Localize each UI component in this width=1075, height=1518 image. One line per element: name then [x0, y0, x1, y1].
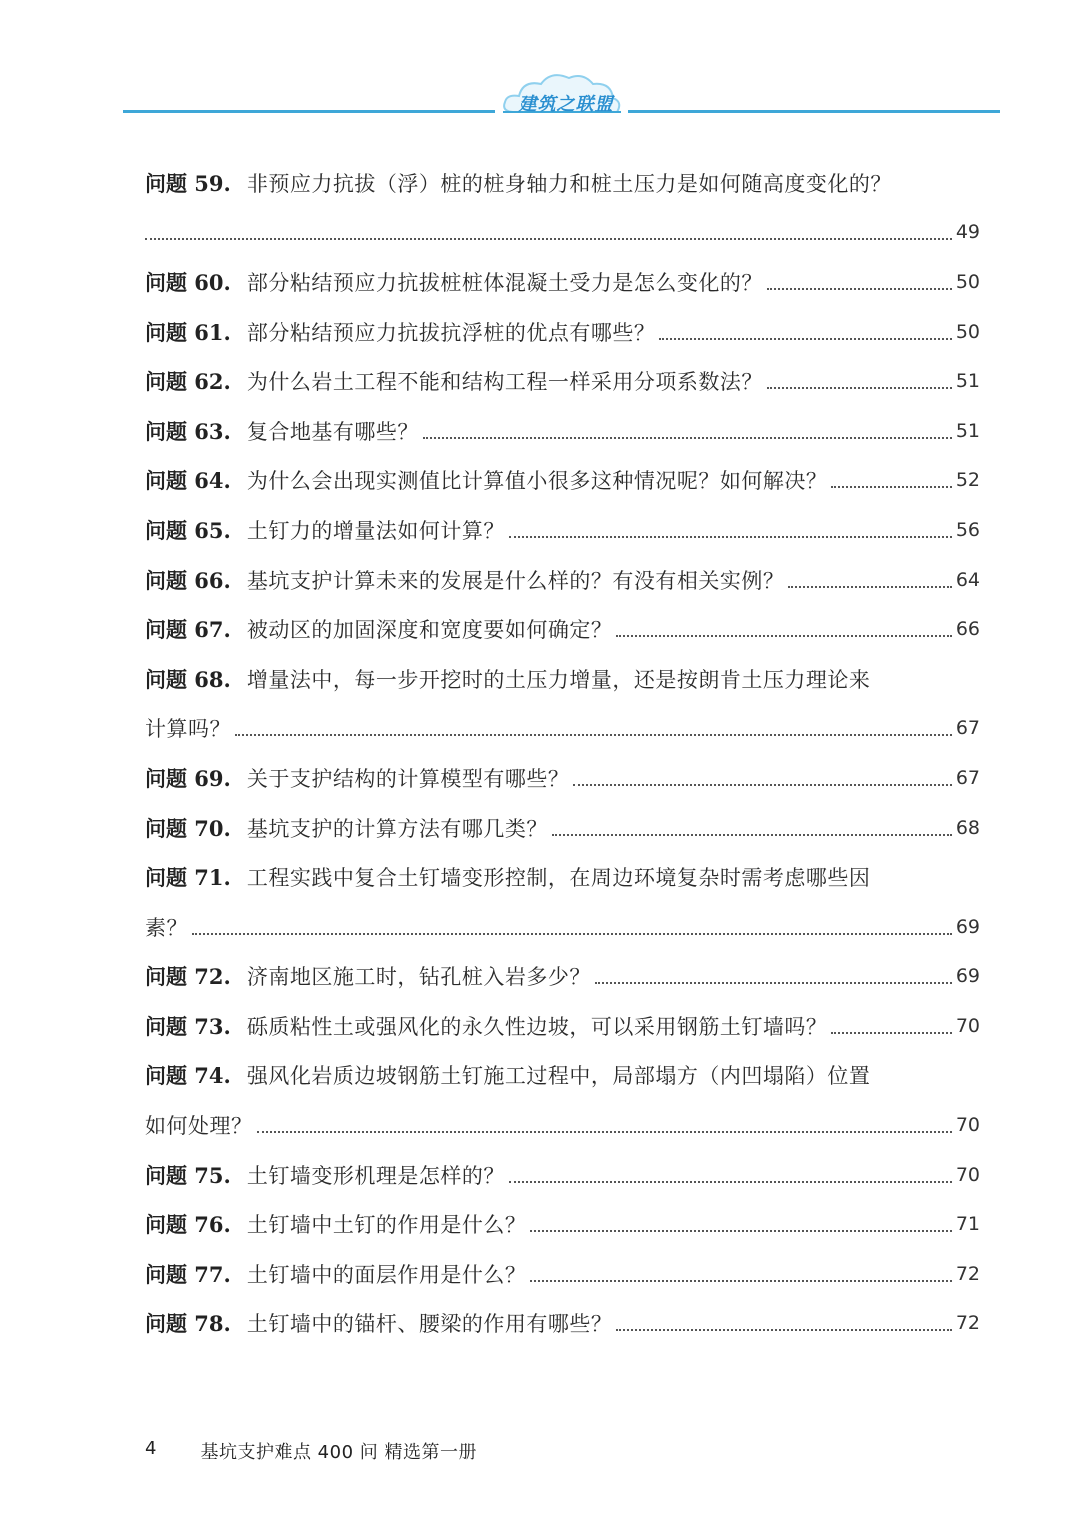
toc-dot-leader	[530, 1280, 951, 1282]
toc-entry-page: 50	[955, 270, 980, 293]
toc-entry-number: 问题 69.	[145, 765, 231, 791]
toc-dot-leader	[659, 338, 951, 340]
toc-entry-page: 67	[955, 717, 980, 740]
toc-entry-number: 问题 77.	[145, 1261, 231, 1287]
toc-entry-title-continued: 素？	[145, 915, 188, 940]
toc-entry-title: 土钉墙中的面层作用是什么？	[246, 1262, 527, 1287]
toc-entry-number: 问题 72.	[145, 964, 231, 990]
toc-entry-title: 非预应力抗拔（浮）桩的桩身轴力和桩土压力是如何随高度变化的？	[246, 171, 892, 196]
toc-entry-title: 部分粘结预应力抗拔桩桩体混凝土受力是怎么变化的？	[246, 270, 763, 295]
toc-entry-page: 49	[955, 221, 980, 244]
toc-entry-number: 问题 68.	[145, 666, 231, 692]
toc-entry-page: 72	[955, 1262, 980, 1285]
toc-entry-title: 部分粘结预应力抗拔抗浮桩的优点有哪些？	[246, 320, 656, 345]
logo-text: 建筑之联盟	[518, 94, 614, 115]
toc-dot-leader	[192, 933, 952, 935]
toc-entry[interactable]	[145, 158, 980, 208]
toc-dot-leader	[616, 635, 951, 637]
toc-entry[interactable]	[145, 505, 980, 555]
toc-entry-page: 70	[955, 1163, 980, 1186]
toc-entry-page: 64	[955, 568, 980, 591]
toc-entry[interactable]	[145, 307, 980, 357]
toc-dot-leader	[831, 486, 951, 488]
toc-entry-title: 土钉力的增量法如何计算？	[246, 518, 505, 543]
toc-entry-number: 问题 71.	[145, 865, 231, 891]
toc-dot-leader	[423, 437, 952, 439]
toc-entry-title: 关于支护结构的计算模型有哪些？	[246, 766, 570, 791]
toc-dot-leader	[552, 834, 952, 836]
toc-entry-number: 问题 70.	[145, 815, 231, 841]
toc-entry-page: 70	[955, 1114, 980, 1137]
toc-entry-page: 67	[955, 766, 980, 789]
toc-entry-page: 69	[955, 915, 980, 938]
toc-entry-number: 问题 61.	[145, 319, 231, 345]
toc-entry[interactable]	[145, 406, 980, 456]
toc-entry-number: 问题 78.	[145, 1311, 231, 1337]
toc-entry-page: 52	[955, 469, 980, 492]
page-number: 4	[145, 1438, 157, 1459]
toc-entry-page: 71	[955, 1213, 980, 1236]
toc-dot-leader	[530, 1230, 951, 1232]
toc-entry[interactable]	[145, 1051, 980, 1101]
toc-dot-leader	[831, 1032, 951, 1034]
toc-entry-number: 问题 65.	[145, 517, 231, 543]
toc-entry-title: 工程实践中复合土钉墙变形控制，在周边环境复杂时需考虑哪些因	[246, 866, 871, 891]
toc-dot-leader	[767, 288, 952, 290]
toc-entry-title: 基坑支护计算未来的发展是什么样的？有没有相关实例？	[246, 568, 785, 593]
toc-entry-page: 51	[955, 370, 980, 393]
toc-dot-leader	[573, 784, 951, 786]
toc-entry-page: 56	[955, 518, 980, 541]
toc-entry[interactable]	[145, 356, 980, 406]
toc-entry-page: 66	[955, 618, 980, 641]
toc-entry[interactable]	[145, 604, 980, 654]
toc-entry-title: 基坑支护的计算方法有哪几类？	[246, 816, 548, 841]
toc-entry-title: 增量法中，每一步开挖时的土压力增量，还是按朗肯土压力理论来	[246, 667, 871, 692]
toc-entry[interactable]	[145, 952, 980, 1002]
toc-entry-page: 51	[955, 419, 980, 442]
header-rule-right	[628, 110, 1000, 113]
toc-entry-number: 问题 73.	[145, 1013, 231, 1039]
toc-entry-title-continued: 如何处理？	[145, 1114, 253, 1139]
toc-dot-leader	[235, 734, 952, 736]
toc-entry-number: 问题 62.	[145, 369, 231, 395]
toc-dot-leader	[788, 586, 951, 588]
toc-entry[interactable]	[145, 1150, 980, 1200]
toc-entry-title: 土钉墙中的锚杆、腰梁的作用有哪些？	[246, 1312, 613, 1337]
toc-entry-title: 强风化岩质边坡钢筋土钉施工过程中，局部塌方（内凹塌陷）位置	[246, 1064, 871, 1089]
page-footer	[145, 1438, 477, 1464]
toc-entry-number: 问题 67.	[145, 617, 231, 643]
toc-entry-number: 问题 76.	[145, 1212, 231, 1238]
toc-entry-continuation[interactable]	[145, 902, 980, 952]
toc-entry-continuation[interactable]	[145, 208, 980, 258]
toc-entry-title: 土钉墙变形机理是怎样的？	[246, 1163, 505, 1188]
toc-dot-leader	[509, 1181, 952, 1183]
toc-entry[interactable]	[145, 753, 980, 803]
toc-entry[interactable]	[145, 1001, 980, 1051]
toc-entry-title: 被动区的加固深度和宽度要如何确定？	[246, 618, 613, 643]
toc-dot-leader	[595, 982, 952, 984]
toc-entry-page: 68	[955, 816, 980, 839]
toc-entry-continuation[interactable]	[145, 1100, 980, 1150]
toc-entry-number: 问题 74.	[145, 1063, 231, 1089]
toc-entry[interactable]	[145, 1249, 980, 1299]
toc-entry-title-continued: 计算吗？	[145, 717, 231, 742]
toc-entry[interactable]	[145, 1199, 980, 1249]
toc-entry[interactable]	[145, 803, 980, 853]
toc-entry-page: 50	[955, 320, 980, 343]
toc-entry-title: 为什么岩土工程不能和结构工程一样采用分项系数法？	[246, 370, 763, 395]
toc-entry[interactable]	[145, 456, 980, 506]
toc-entry-title: 为什么会出现实测值比计算值小很多这种情况呢？如何解决？	[246, 469, 828, 494]
toc-entry-number: 问题 66.	[145, 567, 231, 593]
header-rule-left	[123, 110, 495, 113]
toc-entry-number: 问题 75.	[145, 1162, 231, 1188]
toc-entry[interactable]	[145, 654, 980, 704]
toc-entry-page: 69	[955, 965, 980, 988]
toc-entry-title: 济南地区施工时，钻孔桩入岩多少？	[246, 965, 591, 990]
toc-dot-leader	[145, 238, 952, 240]
toc-entry-continuation[interactable]	[145, 704, 980, 754]
toc-entry-title: 复合地基有哪些？	[246, 419, 419, 444]
toc-entry-title: 砾质粘性土或强风化的永久性边坡，可以采用钢筋土钉墙吗？	[246, 1014, 828, 1039]
toc-dot-leader	[767, 387, 952, 389]
toc-entry-page: 72	[955, 1312, 980, 1335]
toc-entry-title: 土钉墙中土钉的作用是什么？	[246, 1213, 527, 1238]
toc-entry-number: 问题 60.	[145, 269, 231, 295]
toc-entry[interactable]	[145, 852, 980, 902]
toc-entry[interactable]	[145, 1299, 980, 1349]
toc-entry-number: 问题 59.	[145, 170, 231, 196]
toc-entry-number: 问题 63.	[145, 418, 231, 444]
toc-entry-page: 70	[955, 1014, 980, 1037]
toc-entry-number: 问题 64.	[145, 468, 231, 494]
toc-entry[interactable]	[145, 257, 980, 307]
toc-dot-leader	[616, 1329, 951, 1331]
toc-entry[interactable]	[145, 555, 980, 605]
table-of-contents	[145, 158, 980, 1348]
toc-dot-leader	[257, 1131, 952, 1133]
book-title: 基坑支护难点 400 问 精选第一册	[200, 1442, 477, 1463]
toc-dot-leader	[509, 536, 952, 538]
